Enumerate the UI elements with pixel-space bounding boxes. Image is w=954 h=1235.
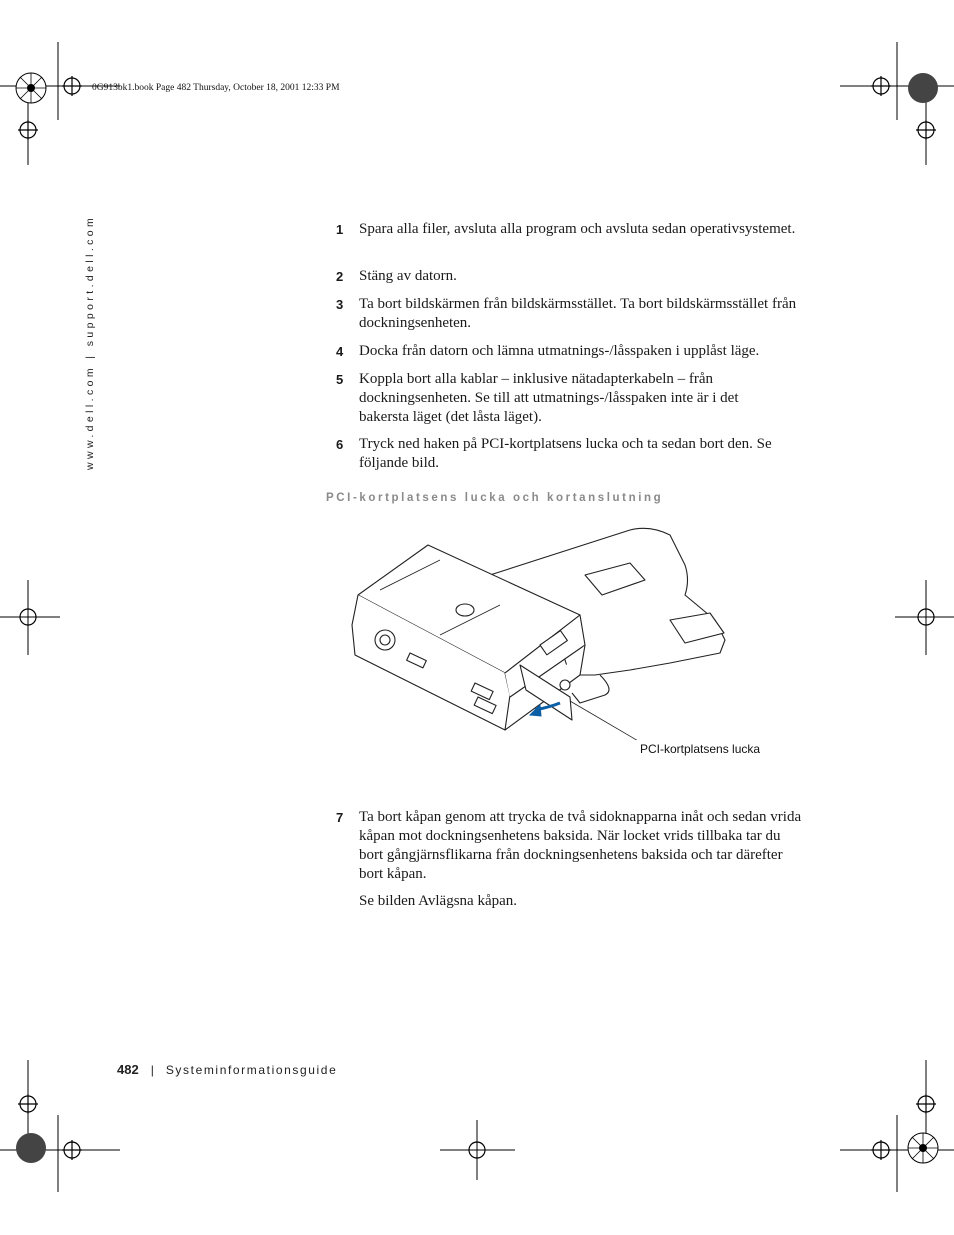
step-2 [336, 267, 806, 286]
print-header: 0G913bk1.book Page 482 Thursday, October 18, 2001 12:33 PM [92, 83, 340, 93]
footer-separator: | [150, 1063, 154, 1077]
step-3 [336, 295, 806, 333]
step-4 [336, 342, 806, 361]
step-text: Ta bort kåpan genom att trycka de två sidoknapparna inåt och sedan vrida kåpan mot dockningsenhetens baksida. När locket vrids tillbaka tar du bort gångjärnsflikarna från dockningsenhetens baksida och tar därefter bort kåpan. [359, 809, 802, 882]
after-step-note: Se bilden Avlägsna kåpan. [359, 893, 518, 909]
docking-station-illustration [340, 525, 740, 740]
step-number: 5 [336, 372, 344, 387]
step-number: 2 [336, 269, 344, 284]
guide-title: Systeminformationsguide [165, 1063, 338, 1077]
step-7 [336, 808, 808, 884]
step-text: Koppla bort alla kablar – inklusive nätadapterkabeln – från dockningsenheten. Se till att utmatnings-/låsspaken inte är i det bakersta läget (det låsta läget). [359, 371, 739, 425]
step-text: Docka från datorn och lämna utmatnings-/låsspaken i upplåst läge. [359, 343, 760, 359]
step-number: 4 [336, 344, 344, 359]
step-text: Ta bort bildskärmen från bildskärmsstället. Ta bort bildskärmsstället från dockningsenheten. [359, 296, 797, 331]
step-6 [336, 435, 791, 473]
figure-caption: PCI-kortplatsens lucka och kortanslutning [326, 492, 664, 504]
step-text: Tryck ned haken på PCI-kortplatsens lucka och ta sedan bort den. Se följande bild. [359, 436, 772, 471]
step-text: Stäng av datorn. [359, 268, 457, 284]
step-1 [336, 220, 806, 239]
step-number: 7 [336, 810, 344, 825]
step-number: 1 [336, 222, 344, 237]
step-number: 6 [336, 437, 344, 452]
step-number: 3 [336, 297, 344, 312]
page-footer [117, 1062, 337, 1077]
step-text: Spara alla filer, avsluta alla program och avsluta sedan operativsystemet. [359, 221, 796, 237]
step-5 [336, 370, 756, 427]
page-number: 482 [117, 1062, 139, 1077]
figure-callout: PCI-kortplatsens lucka [640, 742, 761, 756]
side-url-text: www.dell.com | support.dell.com [84, 214, 96, 470]
